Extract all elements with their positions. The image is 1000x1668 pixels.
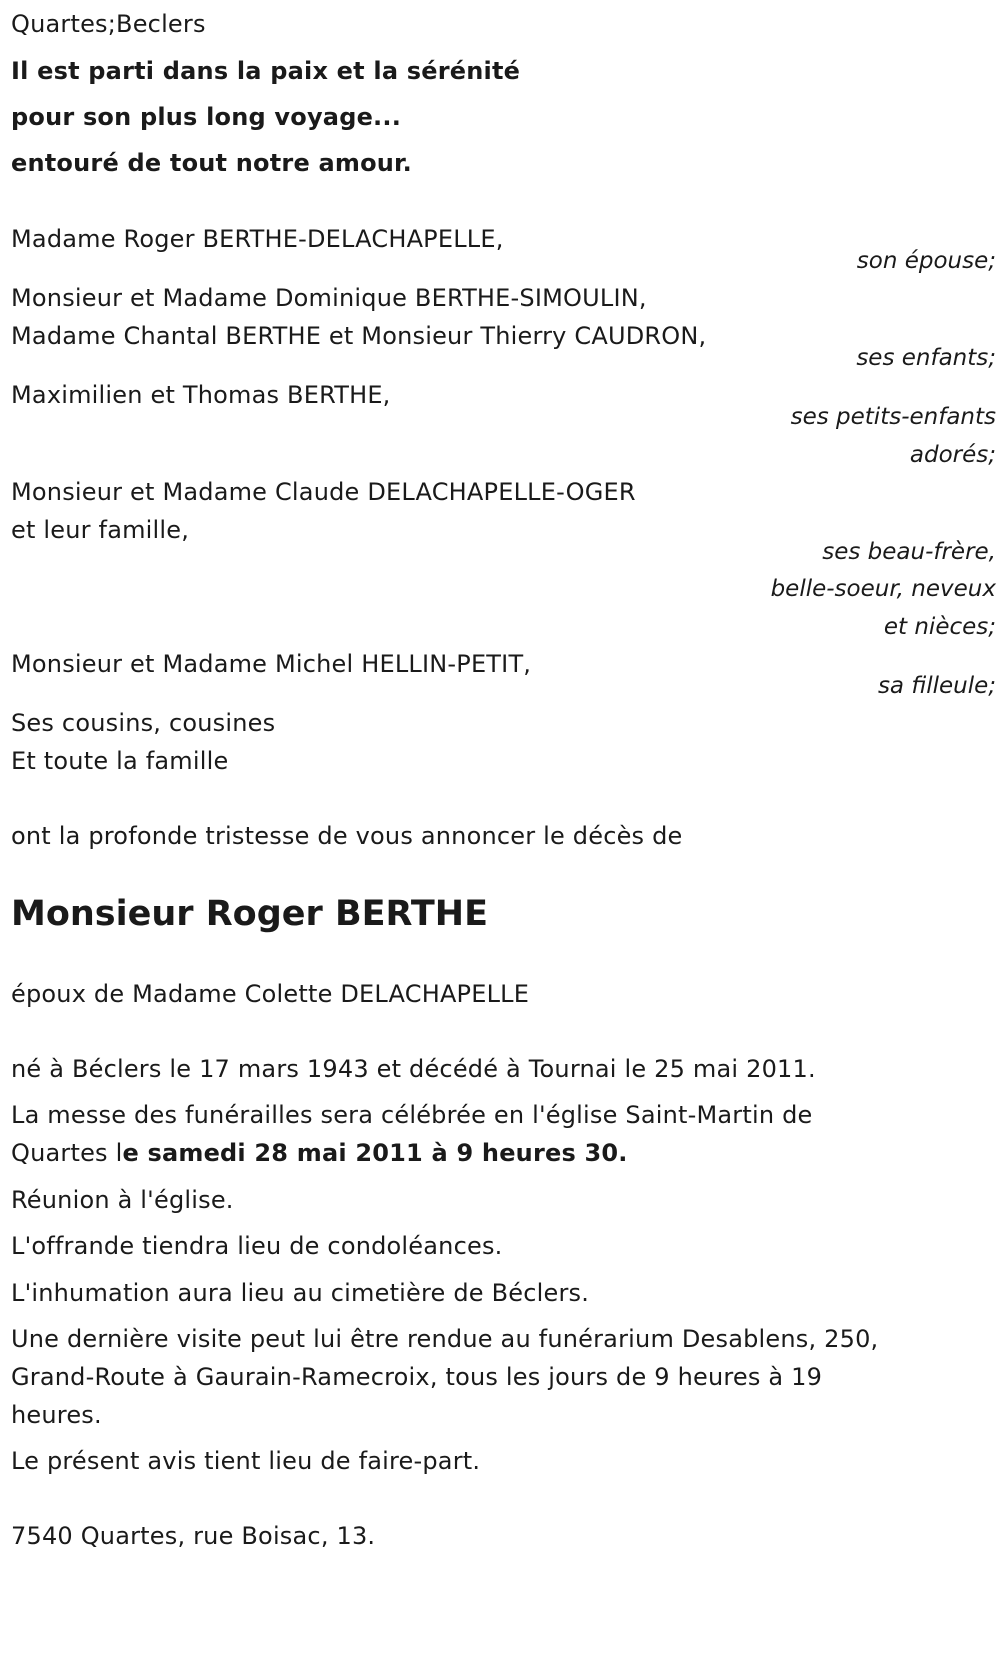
child-name: Madame Chantal BERTHE et Monsieur Thierry CAUDRON,: [11, 322, 707, 350]
burial-line: L'inhumation aura lieu au cimetière de Béclers.: [11, 1279, 590, 1307]
meeting-line: Réunion à l'église.: [11, 1186, 234, 1214]
intro-line: Il est parti dans la paix et la sérénité: [11, 57, 521, 85]
widow-name: Madame Roger BERTHE-DELACHAPELLE,: [11, 225, 504, 253]
birth-death-line: né à Béclers le 17 mars 1943 et décédé à Tournai le 25 mai 2011.: [11, 1055, 816, 1083]
notice-line: Le présent avis tient lieu de faire-part.: [11, 1447, 481, 1475]
intro-line: entouré de tout notre amour.: [11, 149, 412, 177]
in-laws-name: et leur famille,: [11, 516, 190, 544]
mass-line: [11, 1133, 628, 1173]
others-line: Et toute la famille: [11, 747, 229, 775]
goddaughter-name: Monsieur et Madame Michel HELLIN-PETIT,: [11, 650, 532, 678]
others-line: Ses cousins, cousines: [11, 709, 276, 737]
grandchildren-name: Maximilien et Thomas BERTHE,: [11, 381, 391, 409]
in-laws-name: Monsieur et Madame Claude DELACHAPELLE-OGER: [11, 478, 636, 506]
mass-line: La messe des funérailles sera célébrée en l'église Saint-Martin de: [11, 1101, 813, 1129]
place-header: Quartes;Beclers: [11, 10, 206, 38]
visit-line: Une dernière visite peut lui être rendue au funérarium Desablens, 250,: [11, 1325, 879, 1353]
address-line: 7540 Quartes, rue Boisac, 13.: [11, 1522, 376, 1550]
visit-line: Grand-Route à Gaurain-Ramecroix, tous les jours de 9 heures à 19: [11, 1363, 823, 1391]
mass-date: e samedi 28 mai 2011 à 9 heures 30.: [122, 1139, 628, 1167]
deceased-name: Monsieur Roger BERTHE: [11, 894, 488, 934]
intro-line: pour son plus long voyage...: [11, 103, 402, 131]
announcement: ont la profonde tristesse de vous annoncer le décès de: [11, 822, 683, 850]
visit-line: heures.: [11, 1401, 102, 1429]
grandchildren-role: adorés;: [909, 442, 996, 468]
goddaughter-role: sa filleule;: [877, 673, 996, 699]
in-laws-role: ses beau-frère,: [822, 539, 996, 565]
in-laws-role: et nièces;: [883, 614, 996, 640]
in-laws-role: belle-soeur, neveux: [770, 576, 996, 602]
widow-role: son épouse;: [856, 248, 996, 274]
children-role: ses enfants;: [856, 345, 996, 371]
offering-line: L'offrande tiendra lieu de condoléances.: [11, 1232, 503, 1260]
spouse-line: époux de Madame Colette DELACHAPELLE: [11, 980, 530, 1008]
child-name: Monsieur et Madame Dominique BERTHE-SIMOULIN,: [11, 284, 647, 312]
obituary-notice: [11, 0, 996, 1668]
grandchildren-role: ses petits-enfants: [790, 404, 996, 430]
mass-line-plain: Quartes l: [11, 1139, 123, 1167]
